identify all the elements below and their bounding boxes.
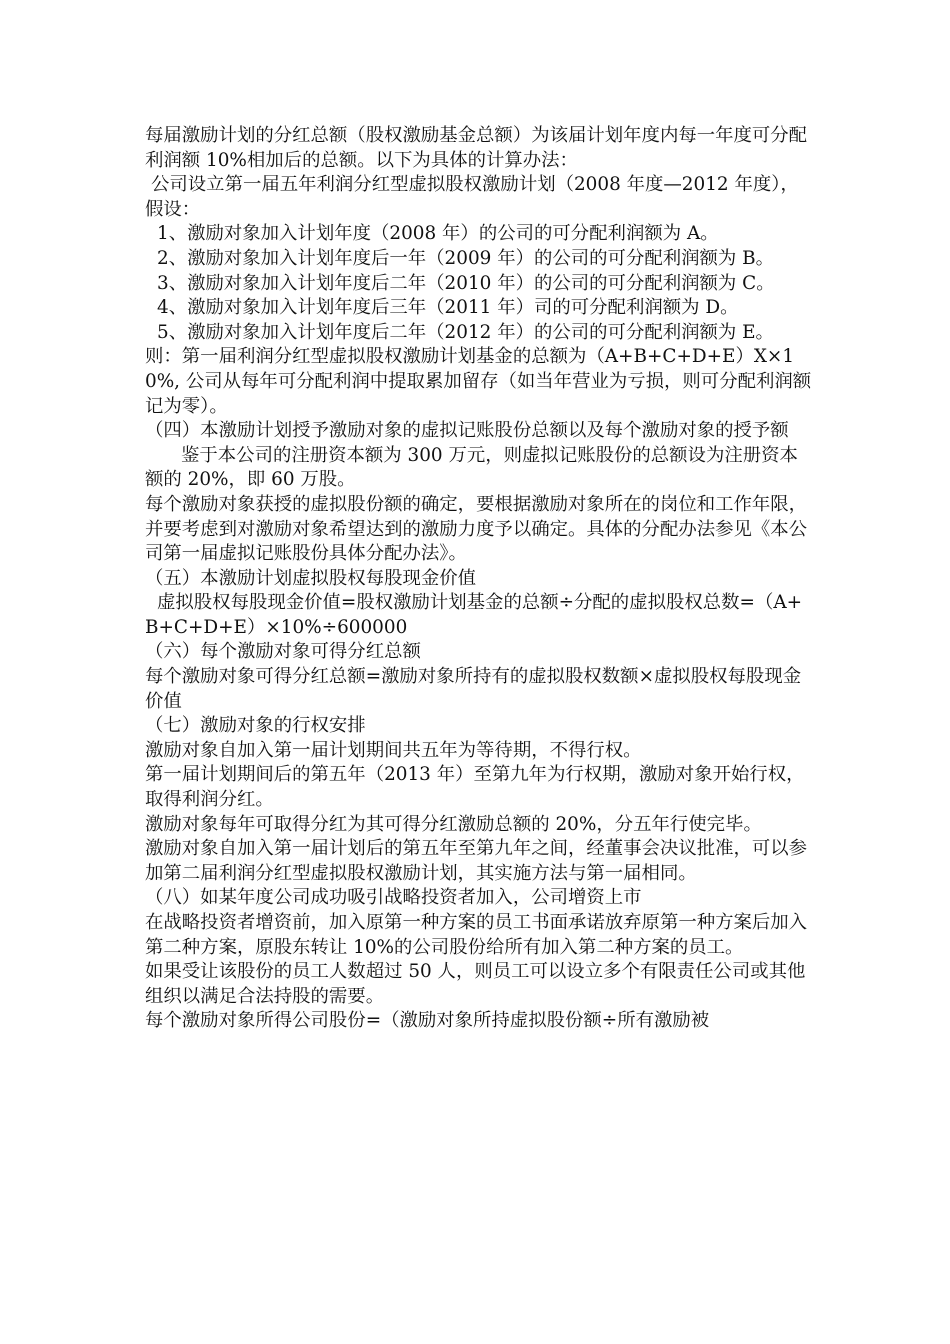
section-heading: （六）每个激励对象可得分红总额 [145, 641, 421, 663]
paragraph: 激励对象自加入第一届计划期间共五年为等待期，不得行权。 [145, 739, 642, 761]
paragraph: 如果受让该股份的员工人数超过 50 人，则员工可以设立多个有限责任公司或其他组织以满足合法持股的需要。 [145, 961, 806, 1007]
section-heading: （八）如某年度公司成功吸引战略投资者加入，公司增资上市 [145, 887, 642, 909]
section-heading: （四）本激励计划授予激励对象的虚拟记账股份总额以及每个激励对象的授予额 [145, 420, 789, 442]
list-item: 3、激励对象加入计划年度后二年（2010 年）的公司的可分配利润额为 C。 [157, 272, 775, 294]
document-page [145, 124, 813, 1034]
list-item: 5、激励对象加入计划年度后二年（2012 年）的公司的可分配利润额为 E。 [157, 321, 774, 343]
paragraph: 虚拟股权每股现金价值=股权激励计划基金的总额÷分配的虚拟股权总数=（A+B+C+D+E）×10%÷600000 [145, 592, 803, 638]
paragraph: 每个激励对象可得分红总额=激励对象所持有的虚拟股权数额×虚拟股权每股现金价值 [145, 666, 802, 712]
section-heading: （七）激励对象的行权安排 [145, 715, 366, 737]
paragraph: 激励对象每年可取得分红为其可得分红激励总额的 20%，分五年行使完毕。 [145, 813, 762, 835]
paragraph: 则：第一届利润分红型虚拟股权激励计划基金的总额为（A+B+C+D+E）X×10%, 公司从每年可分配利润中提取累加留存（如当年营业为亏损，则可分配利润额记为零）。 [145, 346, 812, 417]
paragraph: 公司设立第一届五年利润分红型虚拟股权激励计划（2008 年度—2012 年度），假设： [145, 174, 799, 220]
list-item: 1、激励对象加入计划年度（2008 年）的公司的可分配利润额为 A。 [157, 223, 719, 245]
section-heading: （五）本激励计划虚拟股权每股现金价值 [145, 567, 477, 589]
list-item: 4、激励对象加入计划年度后三年（2011 年）司的可分配利润额为 D。 [157, 297, 739, 319]
paragraph: 鉴于本公司的注册资本额为 300 万元，则虚拟记账股份的总额设为注册资本额的 20%，即 60 万股。 [145, 444, 798, 491]
paragraph: 在战略投资者增资前，加入原第一种方案的员工书面承诺放弃原第一种方案后加入第二种方案，原股东转让 10%的公司股份给所有加入第二种方案的员工。 [145, 912, 808, 958]
paragraph: 每个激励对象所得公司股份=（激励对象所持虚拟股份额÷所有激励被 [145, 1010, 710, 1032]
paragraph: 激励对象自加入第一届计划后的第五年至第九年之间，经董事会决议批准，可以参加第二届利润分红型虚拟股权激励计划，其实施方法与第一届相同。 [145, 838, 808, 884]
paragraph: 每个激励对象获授的虚拟股份额的确定，要根据激励对象所在的岗位和工作年限，并要考虑到对激励对象希望达到的激励力度予以确定。具体的分配办法参见《本公司第一届虚拟记账股份具体分配办法》。 [145, 493, 808, 565]
paragraph: 每届激励计划的分红总额（股权激励基金总额）为该届计划年度内每一年度可分配利润额 10%相加后的总额。以下为具体的计算办法： [145, 125, 808, 171]
paragraph: 第一届计划期间后的第五年（2013 年）至第九年为行权期，激励对象开始行权，取得利润分红。 [145, 764, 805, 811]
list-item: 2、激励对象加入计划年度后一年（2009 年）的公司的可分配利润额为 B。 [157, 247, 775, 269]
